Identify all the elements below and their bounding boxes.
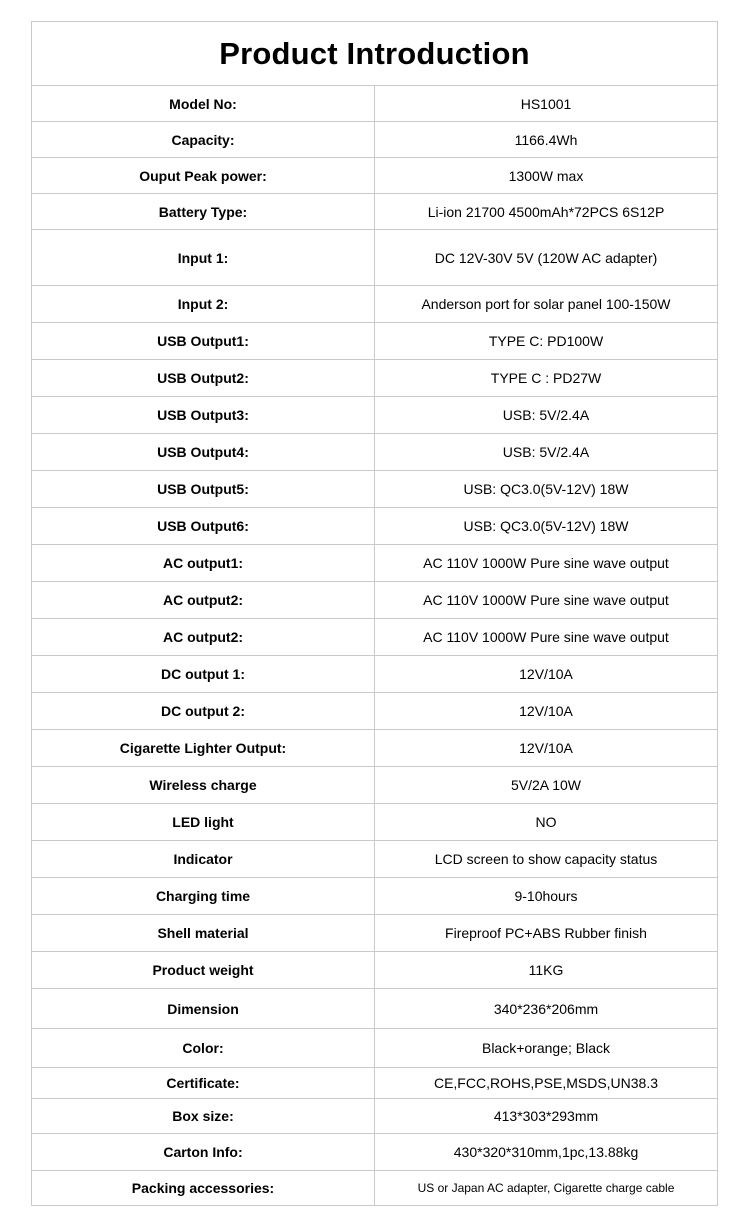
spec-label: Shell material	[32, 915, 375, 952]
spec-label: Indicator	[32, 841, 375, 878]
spec-row-product-weight	[32, 952, 718, 989]
spec-label: Model No:	[32, 86, 375, 122]
spec-value: LCD screen to show capacity status	[375, 841, 718, 878]
spec-label: LED light	[32, 804, 375, 841]
spec-row-cigarette-lighter-output	[32, 730, 718, 767]
spec-value: Black+orange; Black	[375, 1029, 718, 1068]
spec-label: Packing accessories:	[32, 1171, 375, 1206]
spec-value: NO	[375, 804, 718, 841]
spec-row-usb-output4	[32, 434, 718, 471]
spec-row-usb-output6	[32, 508, 718, 545]
spec-row-shell-material	[32, 915, 718, 952]
spec-value: AC 110V 1000W Pure sine wave output	[375, 545, 718, 582]
spec-row-output-peak-power	[32, 158, 718, 194]
spec-value: DC 12V-30V 5V (120W AC adapter)	[375, 230, 718, 286]
spec-value: CE,FCC,ROHS,PSE,MSDS,UN38.3	[375, 1068, 718, 1099]
spec-value: 1300W max	[375, 158, 718, 194]
spec-value: 11KG	[375, 952, 718, 989]
spec-row-carton-info	[32, 1134, 718, 1171]
spec-value: TYPE C : PD27W	[375, 360, 718, 397]
spec-row-model-no	[32, 86, 718, 122]
spec-label: Box size:	[32, 1099, 375, 1134]
spec-value: 430*320*310mm,1pc,13.88kg	[375, 1134, 718, 1171]
spec-row-usb-output1	[32, 323, 718, 360]
spec-label: USB Output1:	[32, 323, 375, 360]
spec-row-usb-output2	[32, 360, 718, 397]
page-title: Product Introduction	[32, 22, 718, 86]
spec-label: Capacity:	[32, 122, 375, 158]
spec-row-dimension	[32, 989, 718, 1029]
spec-value: US or Japan AC adapter, Cigarette charge cable	[375, 1171, 718, 1206]
spec-value: 1166.4Wh	[375, 122, 718, 158]
spec-label: Ouput Peak power:	[32, 158, 375, 194]
spec-label: Certificate:	[32, 1068, 375, 1099]
spec-value: AC 110V 1000W Pure sine wave output	[375, 619, 718, 656]
spec-row-ac-output1	[32, 545, 718, 582]
spec-label: Input 2:	[32, 286, 375, 323]
spec-label: USB Output4:	[32, 434, 375, 471]
spec-row-dc-output-1	[32, 656, 718, 693]
spec-row-led-light	[32, 804, 718, 841]
title-row	[32, 22, 718, 86]
product-spec-table	[31, 21, 718, 1206]
spec-label: AC output2:	[32, 619, 375, 656]
spec-value: Li-ion 21700 4500mAh*72PCS 6S12P	[375, 194, 718, 230]
spec-row-usb-output5	[32, 471, 718, 508]
spec-label: DC output 2:	[32, 693, 375, 730]
spec-value: 9-10hours	[375, 878, 718, 915]
spec-row-dc-output-2	[32, 693, 718, 730]
spec-row-input-1	[32, 230, 718, 286]
spec-row-box-size	[32, 1099, 718, 1134]
spec-value: 12V/10A	[375, 730, 718, 767]
spec-row-certificate	[32, 1068, 718, 1099]
spec-row-ac-output3	[32, 619, 718, 656]
spec-value: TYPE C: PD100W	[375, 323, 718, 360]
spec-label: USB Output3:	[32, 397, 375, 434]
spec-label: USB Output6:	[32, 508, 375, 545]
spec-label: USB Output2:	[32, 360, 375, 397]
spec-row-capacity	[32, 122, 718, 158]
spec-value: USB: 5V/2.4A	[375, 397, 718, 434]
spec-value: USB: 5V/2.4A	[375, 434, 718, 471]
spec-value: AC 110V 1000W Pure sine wave output	[375, 582, 718, 619]
spec-row-packing-accessories	[32, 1171, 718, 1206]
spec-row-color	[32, 1029, 718, 1068]
spec-row-wireless-charge	[32, 767, 718, 804]
spec-row-ac-output2	[32, 582, 718, 619]
spec-label: USB Output5:	[32, 471, 375, 508]
spec-value: Anderson port for solar panel 100-150W	[375, 286, 718, 323]
spec-label: Input 1:	[32, 230, 375, 286]
spec-label: Product weight	[32, 952, 375, 989]
spec-value: 340*236*206mm	[375, 989, 718, 1029]
spec-row-usb-output3	[32, 397, 718, 434]
spec-value: USB: QC3.0(5V-12V) 18W	[375, 471, 718, 508]
spec-value: USB: QC3.0(5V-12V) 18W	[375, 508, 718, 545]
spec-label: Battery Type:	[32, 194, 375, 230]
spec-row-charging-time	[32, 878, 718, 915]
spec-label: Charging time	[32, 878, 375, 915]
spec-label: Carton Info:	[32, 1134, 375, 1171]
spec-row-input-2	[32, 286, 718, 323]
spec-label: Dimension	[32, 989, 375, 1029]
spec-label: Color:	[32, 1029, 375, 1068]
spec-label: Cigarette Lighter Output:	[32, 730, 375, 767]
spec-label: Wireless charge	[32, 767, 375, 804]
spec-label: DC output 1:	[32, 656, 375, 693]
spec-value: 12V/10A	[375, 656, 718, 693]
spec-value: 5V/2A 10W	[375, 767, 718, 804]
spec-label: AC output1:	[32, 545, 375, 582]
spec-value: HS1001	[375, 86, 718, 122]
spec-label: AC output2:	[32, 582, 375, 619]
spec-value: 413*303*293mm	[375, 1099, 718, 1134]
spec-row-indicator	[32, 841, 718, 878]
spec-value: 12V/10A	[375, 693, 718, 730]
spec-value: Fireproof PC+ABS Rubber finish	[375, 915, 718, 952]
spec-row-battery-type	[32, 194, 718, 230]
